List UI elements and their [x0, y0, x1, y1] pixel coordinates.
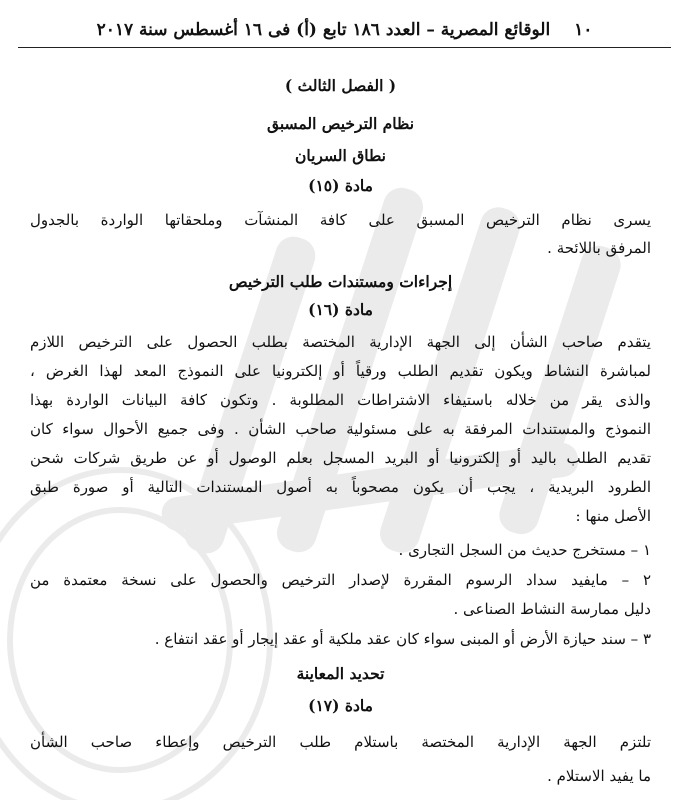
header-text: الوقائع المصرية – العدد ١٨٦ تابع (أ) فى ١٦ أغسطس سنة ٢٠١٧ — [96, 20, 551, 40]
article-16-line: النموذج والمستندات المرفقة به على مسئولية صاحب الشأن . وفى جميع الأحوال سواء كان — [30, 420, 651, 438]
page-number: ١٠ — [574, 20, 593, 40]
article-16-line: الطرود البريدية ، يجب أن يكون مصحوباً به أصول المستندات التالية أو صورة طبق — [30, 478, 651, 496]
subsection-scope: نطاق السريان — [294, 146, 386, 165]
article-17-title: مادة (١٧) — [308, 696, 373, 715]
article-16-title: مادة (١٦) — [308, 300, 373, 319]
article-16-line: يتقدم صاحب الشأن إلى الجهة الإدارية المختصة بطلب الحصول على الترخيص اللازم — [30, 333, 651, 351]
subsection-procedures: إجراءات ومستندات طلب الترخيص — [228, 272, 453, 291]
article-16-item: دليل ممارسة النشاط الصناعى . — [453, 600, 651, 618]
article-17-line: ما يفيد الاستلام . — [547, 767, 651, 785]
section-title: نظام الترخيص المسبق — [266, 114, 415, 133]
article-16-line: والذى يقر من خلاله باستيفاء الاشتراطات المطلوبة . وتكون كافة البيانات الواردة بهذا — [30, 391, 651, 409]
article-16-item: ٣ – سند حيازة الأرض أو المبنى سواء كان عقد ملكية أو عقد إيجار أو عقد انتفاع . — [154, 630, 651, 648]
article-15-title: مادة (١٥) — [308, 176, 373, 195]
article-16-item: ٢ – مايفيد سداد الرسوم المقررة لإصدار الترخيص والحصول على نسخة معتمدة من — [30, 571, 651, 589]
subsection-inspection: تحديد المعاينة — [296, 664, 385, 683]
article-15-line: المرفق باللائحة . — [547, 239, 651, 257]
article-15-line: يسرى نظام الترخيص المسبق على كافة المنشآت وملحقاتها الواردة بالجدول — [30, 211, 651, 229]
article-16-item: ١ – مستخرج حديث من السجل التجارى . — [398, 541, 651, 559]
article-17-line: تلتزم الجهة الإدارية المختصة باستلام طلب الترخيص وإعطاء صاحب الشأن — [30, 733, 651, 751]
header-rule — [18, 47, 671, 48]
page-header — [20, 16, 669, 44]
chapter-title: ( الفصل الثالث ) — [284, 76, 397, 95]
article-16-line: تقديم الطلب باليد أو إلكترونيا أو البريد المسجل بعلم الوصول أو عن طريق شركات شحن — [30, 449, 651, 467]
article-16-line: الأصل منها : — [575, 507, 651, 525]
article-16-line: لمباشرة النشاط ويكون تقديم الطلب ورقياً أو إلكترونيا على النموذج المعد لهذا الغرض ، — [30, 362, 651, 380]
